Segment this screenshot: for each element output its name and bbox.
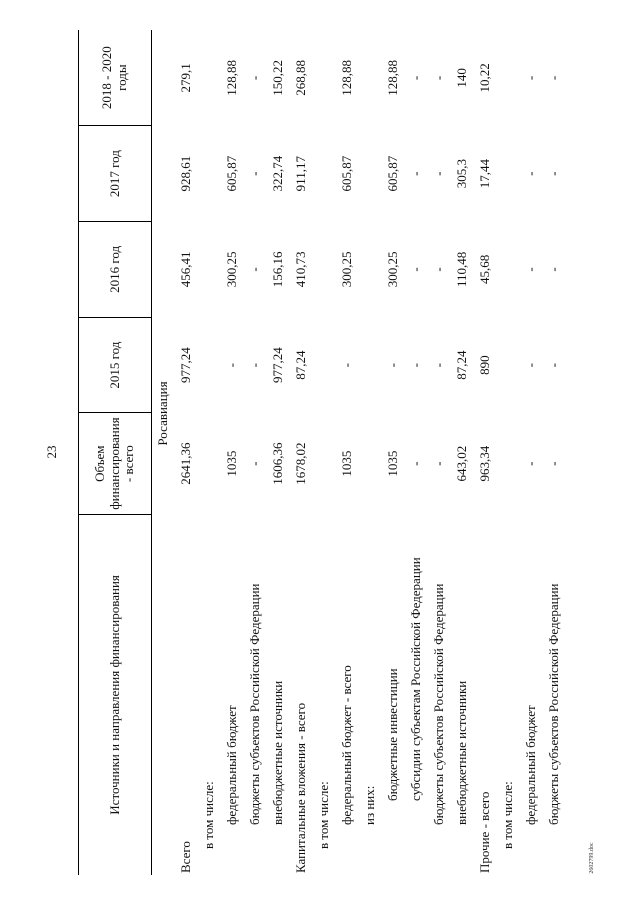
table-row: [290, 30, 313, 875]
row-value: [359, 221, 382, 317]
row-label: Прочие - всего: [476, 791, 492, 873]
row-label: в том числе:: [315, 780, 331, 849]
financing-table-container: [78, 30, 563, 875]
table-row: [382, 30, 405, 875]
row-value: [359, 317, 382, 413]
row-value: 300,25: [384, 251, 400, 287]
row-value: 890: [476, 354, 492, 375]
row-value: -: [522, 460, 538, 466]
row-value: [359, 125, 382, 221]
row-label: бюджеты субъектов Российской Федерации: [246, 583, 262, 825]
row-value: 140: [453, 67, 469, 88]
table-row: [520, 30, 543, 875]
row-label: федеральный бюджет: [522, 704, 538, 825]
row-label: внебюджетные источники: [453, 680, 469, 825]
header-2015: 2015 год: [78, 317, 151, 413]
row-value: 977,24: [177, 346, 193, 383]
header-2016: 2016 год: [78, 221, 151, 317]
row-label: Капитальные вложения - всего: [292, 702, 308, 873]
row-value: -: [545, 460, 561, 466]
row-value: -: [407, 266, 423, 272]
row-value: 928,61: [177, 155, 193, 192]
row-value: 456,41: [177, 251, 193, 287]
table-row: [543, 30, 566, 875]
row-value: 150,22: [269, 59, 285, 96]
row-value: -: [545, 362, 561, 367]
row-value: 322,74: [269, 155, 285, 192]
row-value: [497, 317, 520, 413]
financing-table: [78, 30, 566, 875]
row-label: в том числе:: [499, 780, 515, 849]
row-value: [198, 413, 221, 514]
section-title: Росавиация: [154, 380, 170, 446]
row-value: [198, 221, 221, 317]
row-label: бюджеты субъектов Российской Федерации: [430, 583, 446, 825]
row-value: -: [430, 460, 446, 466]
row-value: -: [430, 362, 446, 367]
table-row: [198, 30, 221, 875]
row-label: федеральный бюджет: [223, 704, 239, 825]
table-row: [313, 30, 336, 875]
row-label: бюджетные инвестиции: [384, 667, 400, 801]
header-source: Источники и направления финансирования: [78, 514, 151, 875]
section-row: [151, 30, 175, 875]
row-value: 279,1: [177, 62, 193, 93]
row-value: [497, 125, 520, 221]
row-value: 410,73: [292, 251, 308, 287]
row-label: федеральный бюджет - всего: [338, 664, 354, 825]
row-value: -: [384, 362, 400, 367]
row-value: -: [338, 362, 354, 367]
row-value: -: [545, 171, 561, 176]
row-value: -: [407, 362, 423, 367]
row-value: [359, 413, 382, 514]
header-row: [78, 30, 151, 875]
row-value: [313, 125, 336, 221]
row-value: [313, 317, 336, 413]
row-value: [497, 221, 520, 317]
header-2017: 2017 год: [78, 125, 151, 221]
row-value: -: [407, 171, 423, 176]
row-value: 305,3: [453, 158, 469, 188]
table-row: [474, 30, 497, 875]
row-value: [198, 317, 221, 413]
row-value: -: [407, 460, 423, 466]
row-value: 17,44: [476, 158, 492, 188]
table-row: [497, 30, 520, 875]
row-value: 1606,36: [269, 442, 285, 485]
table-row: [336, 30, 359, 875]
page-number: 23: [44, 445, 59, 459]
row-label: в том числе:: [200, 780, 216, 849]
table-row: [221, 30, 244, 875]
row-value: -: [246, 460, 262, 466]
row-value: 1035: [223, 450, 239, 477]
header-total: Объем финансирования - всего: [78, 413, 151, 514]
row-value: -: [246, 75, 262, 80]
row-value: -: [246, 266, 262, 272]
row-value: [313, 413, 336, 514]
row-value: 643,02: [453, 445, 469, 482]
row-value: 87,24: [292, 350, 308, 380]
table-row: [428, 30, 451, 875]
row-value: -: [430, 266, 446, 272]
table-body: [151, 30, 566, 875]
row-value: 605,87: [223, 155, 239, 192]
row-value: 963,34: [476, 445, 492, 482]
row-value: -: [545, 75, 561, 80]
row-value: 156,16: [269, 251, 285, 287]
row-value: -: [246, 362, 262, 367]
row-value: 128,88: [384, 59, 400, 96]
row-value: 87,24: [453, 350, 469, 380]
row-value: [497, 30, 520, 126]
row-value: -: [522, 171, 538, 176]
row-label: внебюджетные источники: [269, 680, 285, 825]
row-value: 128,88: [338, 59, 354, 96]
row-value: 110,48: [453, 251, 469, 287]
row-value: 300,25: [338, 251, 354, 287]
row-value: -: [407, 75, 423, 80]
section-cell: [151, 30, 175, 875]
row-label: из них:: [361, 785, 377, 825]
row-label: субсидии субъектам Российской Федерации: [407, 556, 423, 801]
row-value: [313, 221, 336, 317]
row-value: -: [430, 75, 446, 80]
row-value: 605,87: [338, 155, 354, 192]
document-id: 2602799.doc: [589, 842, 595, 874]
header-2018-2020: 2018 - 2020 годы: [78, 30, 151, 126]
row-value: 300,25: [223, 251, 239, 287]
table-row: [405, 30, 428, 875]
row-value: 268,88: [292, 59, 308, 96]
row-value: 1678,02: [292, 442, 308, 485]
row-value: -: [223, 362, 239, 367]
table-row: [451, 30, 474, 875]
row-value: 1035: [338, 450, 354, 477]
table-row: [244, 30, 267, 875]
row-value: 2641,36: [177, 442, 193, 485]
table-row: [267, 30, 290, 875]
row-value: -: [246, 171, 262, 176]
row-value: -: [522, 362, 538, 367]
row-label: Всего: [177, 840, 193, 873]
table-row: [359, 30, 382, 875]
row-value: -: [430, 171, 446, 176]
row-value: -: [522, 266, 538, 272]
row-value: [359, 30, 382, 126]
row-value: 45,68: [476, 254, 492, 284]
row-value: 911,17: [292, 155, 308, 191]
row-value: 977,24: [269, 346, 285, 383]
row-label: бюджеты субъектов Российской Федерации: [545, 583, 561, 825]
row-value: [313, 30, 336, 126]
row-value: -: [522, 75, 538, 80]
row-value: 128,88: [223, 59, 239, 96]
table-row: [175, 30, 198, 875]
row-value: [198, 30, 221, 126]
row-value: 1035: [384, 450, 400, 477]
row-value: [198, 125, 221, 221]
row-value: 10,22: [476, 62, 492, 93]
row-value: -: [545, 266, 561, 272]
row-value: 605,87: [384, 155, 400, 192]
row-value: [497, 413, 520, 514]
